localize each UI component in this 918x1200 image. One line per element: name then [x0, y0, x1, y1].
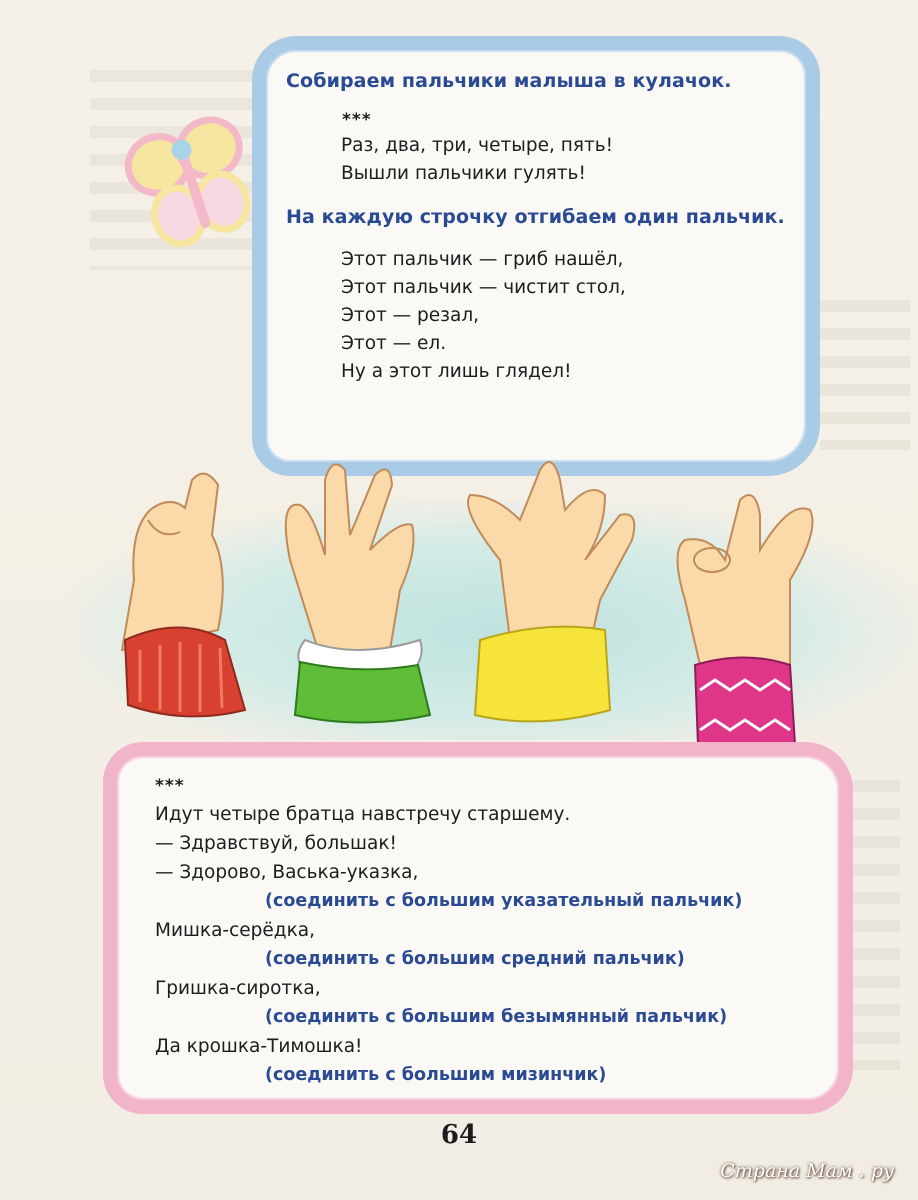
verse-line: Этот пальчик — чистит стол,	[341, 277, 626, 298]
bottom-rhyme-box	[103, 742, 853, 1114]
verse-line: Мишка-серёдка,	[155, 920, 315, 941]
verse-line: Вышли пальчики гулять!	[341, 163, 586, 184]
butterfly-icon	[118, 110, 268, 260]
verse-line: — Здравствуй, большак!	[155, 833, 397, 854]
instruction-line: (соединить с большим безымянный пальчик)	[265, 1007, 728, 1027]
verse-line: Идут четыре братца навстречу старшему.	[155, 804, 571, 825]
fist-hand-icon	[122, 474, 245, 717]
verse-line: — Здорово, Васька-указка,	[155, 862, 419, 883]
watermark-logo: Страна Мам . ру	[720, 1160, 894, 1182]
verse-line: Гришка-сиротка,	[155, 978, 321, 999]
bleed-through-text-right	[820, 300, 910, 450]
ok-sign-hand-icon	[678, 495, 813, 750]
bottom-stars: ***	[155, 776, 185, 796]
hands-illustration	[100, 440, 880, 760]
verse-line: Ну а этот лишь глядел!	[341, 361, 572, 382]
verse-line: Раз, два, три, четыре, пять!	[341, 135, 614, 156]
verse-line: Этот — резал,	[341, 305, 480, 326]
instruction-line: (соединить с большим указательный пальчик)	[265, 891, 743, 911]
verse-line: Этот — ел.	[341, 333, 447, 354]
three-fingers-hand-icon	[468, 462, 634, 721]
top-rhyme-box	[252, 36, 820, 476]
top-heading: Собираем пальчики малыша в кулачок.	[286, 70, 732, 92]
instruction-line: (соединить с большим мизинчик)	[265, 1065, 607, 1085]
top-stars: ***	[342, 110, 372, 130]
page-number: 64	[440, 1120, 478, 1150]
verse-line: Да крошка-Тимошка!	[155, 1036, 363, 1057]
top-subheading: На каждую строчку отгибаем один пальчик.	[286, 206, 785, 228]
verse-line: Этот пальчик — гриб нашёл,	[341, 249, 624, 270]
instruction-line: (соединить с большим средний пальчик)	[265, 949, 685, 969]
two-fingers-hand-icon	[286, 464, 430, 722]
